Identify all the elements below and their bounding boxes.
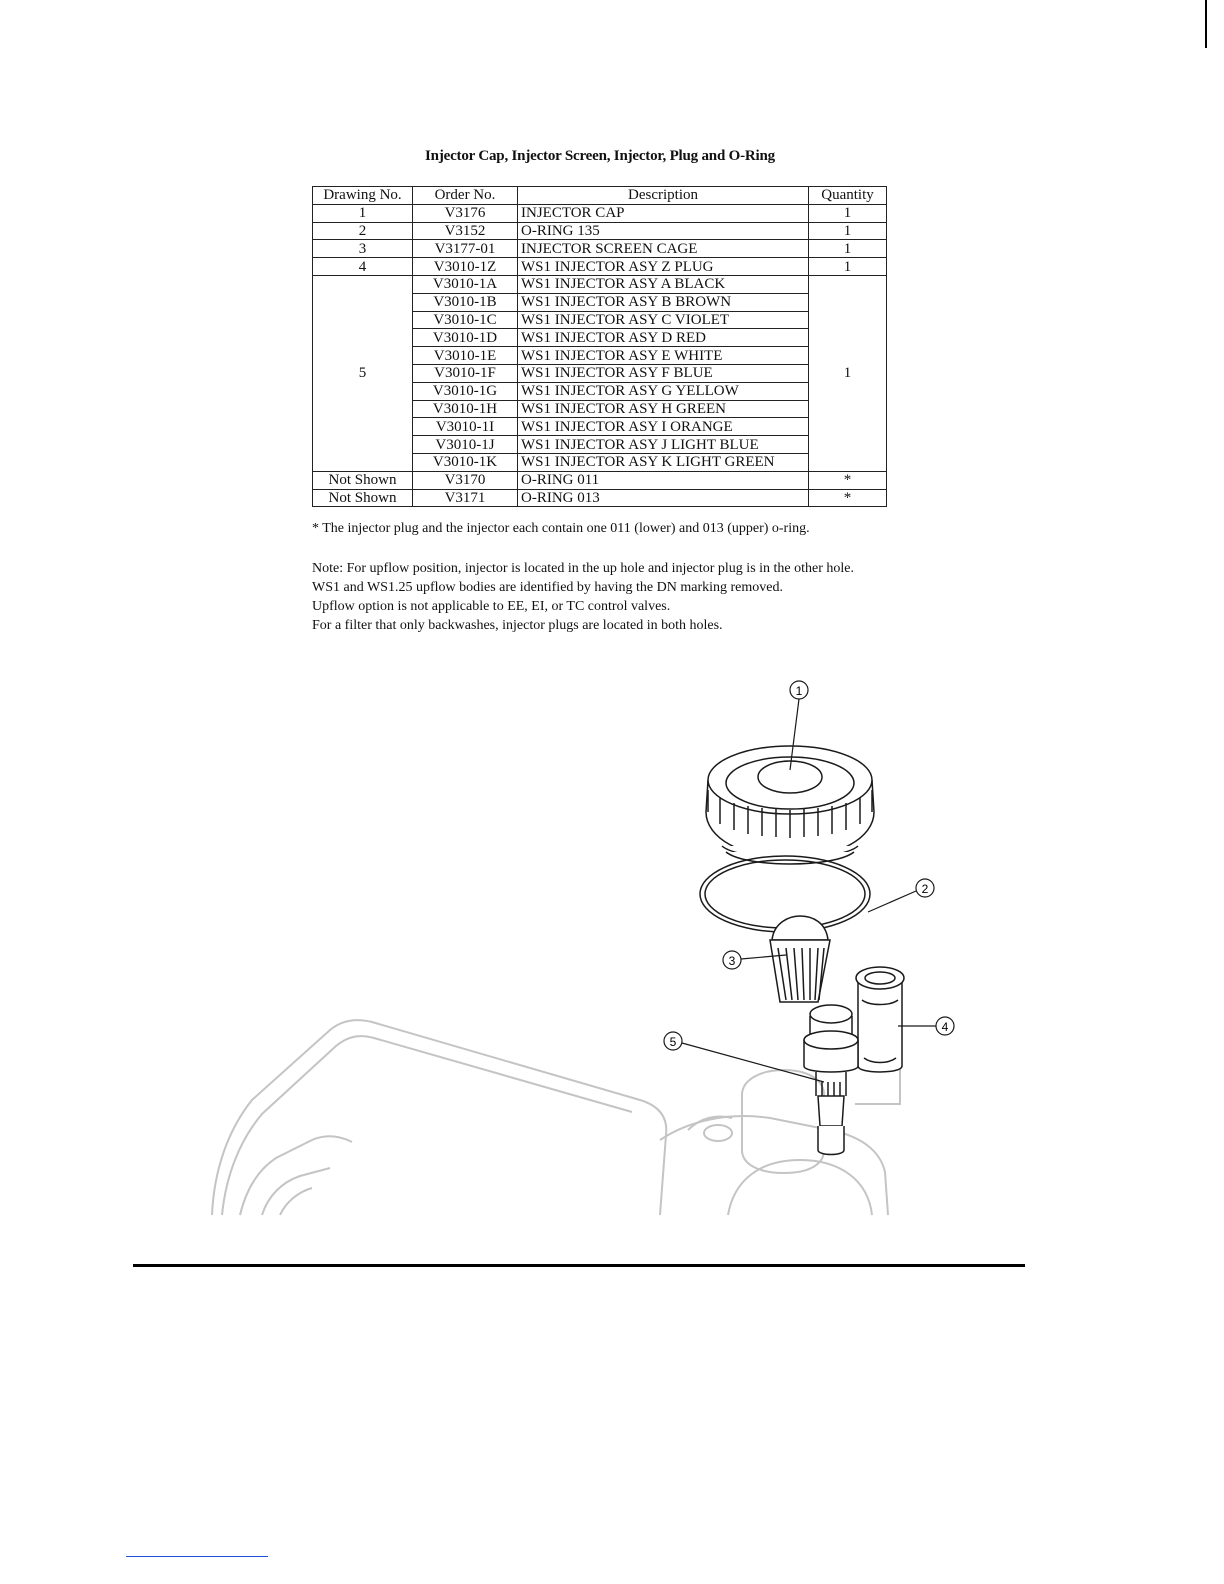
order-no-cell: V3010-1C: [413, 311, 518, 329]
drawing-no-cell: 3: [313, 240, 413, 258]
note-line: For a filter that only backwashes, injector plugs are located in both holes.: [312, 618, 723, 633]
order-no-cell: V3177-01: [413, 240, 518, 258]
notes-block: [312, 559, 854, 635]
parts-table: [312, 186, 887, 507]
description-cell: WS1 INJECTOR ASY J LIGHT BLUE: [518, 436, 809, 454]
injector-cap: [706, 746, 874, 864]
description-cell: WS1 INJECTOR ASY E WHITE: [518, 347, 809, 365]
section-title: Injector Cap, Injector Screen, Injector, Plug and O-Ring: [425, 148, 775, 164]
order-no-cell: V3171: [413, 489, 518, 507]
description-cell: WS1 INJECTOR ASY C VIOLET: [518, 311, 809, 329]
header-drawing-no: Drawing No.: [313, 187, 413, 205]
description-cell: INJECTOR SCREEN CAGE: [518, 240, 809, 258]
order-no-cell: V3010-1A: [413, 275, 518, 293]
note-line: WS1 and WS1.25 upflow bodies are identified by having the DN marking removed.: [312, 580, 783, 595]
exploded-view-drawing: [205, 672, 965, 1217]
order-no-cell: V3010-1E: [413, 347, 518, 365]
description-cell: INJECTOR CAP: [518, 204, 809, 222]
table-row: [313, 258, 887, 276]
footer-link-underline[interactable]: [126, 1556, 268, 1557]
description-cell: WS1 INJECTOR ASY F BLUE: [518, 364, 809, 382]
header-quantity: Quantity: [809, 187, 887, 205]
order-no-cell: V3010-1K: [413, 453, 518, 471]
quantity-cell-group: 1: [809, 275, 887, 471]
table-header-row: [313, 187, 887, 205]
description-cell: WS1 INJECTOR ASY H GREEN: [518, 400, 809, 418]
description-cell: WS1 INJECTOR ASY Z PLUG: [518, 258, 809, 276]
table-row: [313, 275, 887, 293]
injector-assembly: [804, 1005, 858, 1155]
svg-text:3: 3: [728, 954, 736, 968]
svg-text:5: 5: [669, 1035, 677, 1049]
description-cell: WS1 INJECTOR ASY K LIGHT GREEN: [518, 453, 809, 471]
drawing-no-cell: 4: [313, 258, 413, 276]
description-cell: WS1 INJECTOR ASY I ORANGE: [518, 418, 809, 436]
valve-body-outline: [212, 1020, 900, 1215]
drawing-no-cell: 1: [313, 204, 413, 222]
order-no-cell: V3010-1D: [413, 329, 518, 347]
order-no-cell: V3170: [413, 471, 518, 489]
callout-1: [790, 681, 808, 699]
order-no-cell: V3010-1Z: [413, 258, 518, 276]
table-row: [313, 240, 887, 258]
description-cell: WS1 INJECTOR ASY G YELLOW: [518, 382, 809, 400]
drawing-no-cell-group: 5: [313, 275, 413, 471]
svg-text:4: 4: [941, 1020, 949, 1034]
callout-4: [936, 1017, 954, 1035]
table-row: [313, 204, 887, 222]
callout-3: [723, 951, 741, 969]
header-description: Description: [518, 187, 809, 205]
drawing-no-cell: 2: [313, 222, 413, 240]
note-line: Note: For upflow position, injector is located in the up hole and injector plug is in the other hole.: [312, 561, 855, 576]
description-cell: WS1 INJECTOR ASY A BLACK: [518, 275, 809, 293]
order-no-cell: V3010-1J: [413, 436, 518, 454]
order-no-cell: V3010-1B: [413, 293, 518, 311]
quantity-cell: 1: [809, 258, 887, 276]
header-order-no: Order No.: [413, 187, 518, 205]
drawing-no-cell: Not Shown: [313, 471, 413, 489]
injector-screen-cage: [770, 916, 830, 1002]
svg-text:2: 2: [921, 882, 929, 896]
callout-5: [664, 1032, 682, 1050]
page-edge-rule: [1205, 0, 1207, 48]
table-row: [313, 489, 887, 507]
order-no-cell: V3010-1F: [413, 364, 518, 382]
drawing-no-cell: Not Shown: [313, 489, 413, 507]
description-cell: WS1 INJECTOR ASY D RED: [518, 329, 809, 347]
svg-text:1: 1: [795, 684, 803, 698]
description-cell: WS1 INJECTOR ASY B BROWN: [518, 293, 809, 311]
table-row: [313, 471, 887, 489]
quantity-cell: *: [809, 489, 887, 507]
footnote: * The injector plug and the injector each contain one 011 (lower) and 013 (upper) o-ring.: [312, 521, 810, 536]
description-cell: O-RING 135: [518, 222, 809, 240]
quantity-cell: 1: [809, 222, 887, 240]
injector-plug: [856, 967, 904, 1072]
order-no-cell: V3152: [413, 222, 518, 240]
callout-2: [916, 879, 934, 897]
order-no-cell: V3010-1I: [413, 418, 518, 436]
description-cell: O-RING 013: [518, 489, 809, 507]
order-no-cell: V3010-1H: [413, 400, 518, 418]
description-cell: O-RING 011: [518, 471, 809, 489]
table-row: [313, 222, 887, 240]
order-no-cell: V3176: [413, 204, 518, 222]
quantity-cell: 1: [809, 204, 887, 222]
note-line: Upflow option is not applicable to EE, EI, or TC control valves.: [312, 599, 671, 614]
quantity-cell: 1: [809, 240, 887, 258]
quantity-cell: *: [809, 471, 887, 489]
section-divider: [133, 1264, 1025, 1267]
order-no-cell: V3010-1G: [413, 382, 518, 400]
